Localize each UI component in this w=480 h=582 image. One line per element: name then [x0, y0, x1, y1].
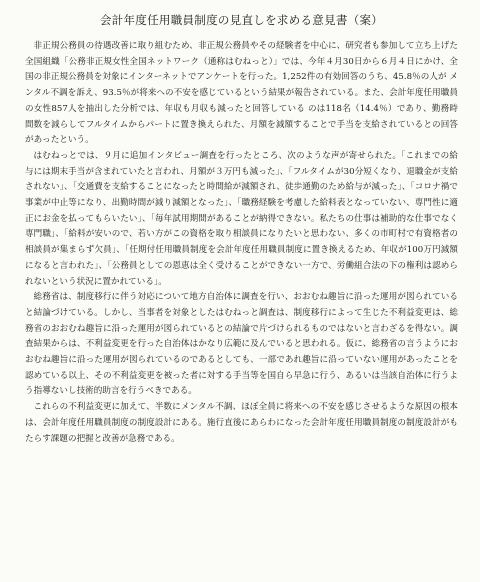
paragraph-ministry-response: 総務省は、制度移行に伴う対応について地方自治体に調査を行い、おおむね趣旨に沿った運用が図られていると結論づけている。しかし、当事者を対象としたはむねっと調査は、制度移行によって生じた不利益変更は、総務省のおおむね趣旨に沿った運用が図られているとの結論で片づけられるものではないと言わざるを得ない。調査結果からは、不利益変更を行った自治体はかなり広範に及んでいると思われる。仮に、総務省の言うようにおおむね趣旨に沿った運用が図られているのであるとしても、一部であれ趣旨に沿っていない運用があったことを認めている以上、その不利益変更を被った者に対する手当等を国自ら早急に行う、あるいは当該自治体に行うよう指導ないし技術的助言を行うべきである。 [25, 292, 458, 397]
paragraph-conclusion: これらの不利益変更に加えて、半数にメンタル不調、ほぼ全員に将来への不安を感じさせるような原因の根本は、会計年度任用職員制度の制度設計にある。施行直後にあらわになった会計年度任用職員制度の制度設計がもたらす課題の把握と改善が急務である。 [25, 402, 458, 444]
document-title: 会計年度任用職員制度の見直しを求める意見書（案） [99, 13, 384, 27]
paragraph-survey-results: 非正規公務員の待遇改善に取り組むため、非正規公務員やその経験者を中心に、研究者も参加して立ち上げた全国組織「公務非正規女性全国ネットワーク（通称はむねっと）」では、今年４月30日から６月４日にかけ、全国の非正規公務員を対象にインターネットでアンケートを行った。1,252件の有効回答のうち、45.8％の人が メンタル不調を訴え、93.5％が将来への不安を感じているという結果が報告されている。また、会計年度任用職員の女性857人を抽出した分析では、年収も月収も減ったと回答している のは118名（14.4％）であり、勤務時間数を減らしてフルタイムからパートに置き換えられた、月額を減額することで手当を支給されているとの回答があったという。 [25, 41, 458, 146]
paragraph-interview-voices: はむねっとでは、９月に追加インタビュー調査を行ったところ、次のような声が寄せられた。「これまでの給与には期末手当が含まれていたと言われ、月額が３万円も減った」、「フルタイムが30分短くなり、退職金が支給されない」、「交通費を支給することになったと時間給が減額され、徒歩通勤のため給与が減った」、「コロナ禍で事業が中止等になり、出勤時間が減り減額となった」、「職務経験を考慮した給料表となっていない、専門性に適正にお金を払ってもらいたい」、「毎年試用期間があることが納得できない。私たちの仕事は補助的な仕事でなく専門職」、「給料が安いので、若い方がこの資格を取り相談員になりたいと思わない、多くの市町村で有資格者の相談員が集まらず欠員」、「任期付任用職員制度を会計年度任用職員制度に置き換えるため、年収が100万円減額になると言われた」、「公務員としての恩恵は全く受けることができない一方で、労働組合法の下の権利は認められないという状況に置かれている」。 [25, 150, 458, 287]
